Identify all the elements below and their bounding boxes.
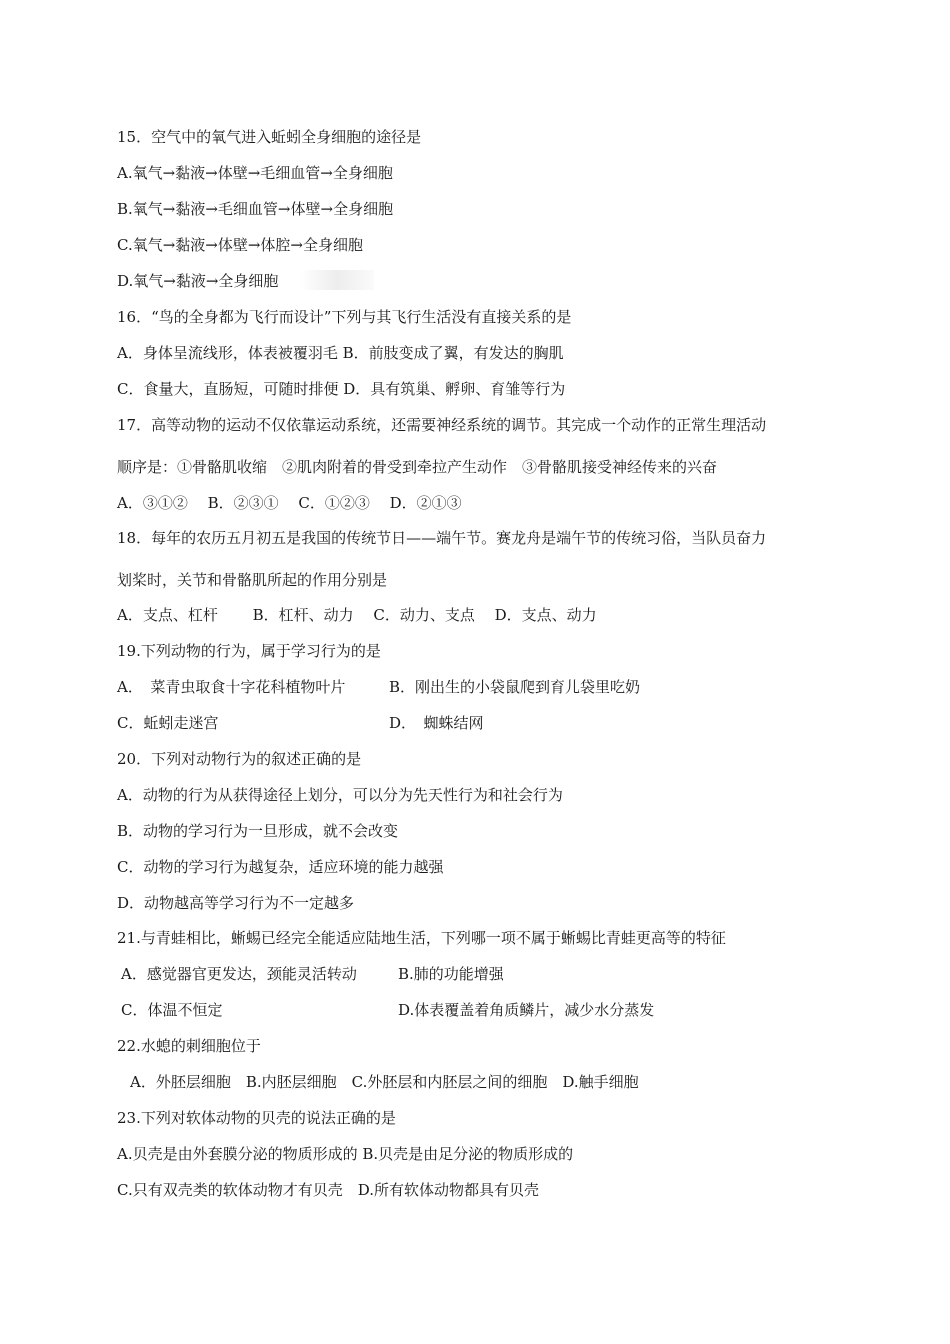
question-20-option-a: A．动物的行为从获得途径上划分，可以分为先天性行为和社会行为 <box>117 786 563 804</box>
question-18-stem-line-2: 划桨时，关节和骨骼肌所起的作用分别是 <box>117 571 388 589</box>
question-21-option-a: A．感觉器官更发达，颈能灵活转动 <box>121 965 357 983</box>
question-21-option-c: C．体温不恒定 <box>121 1001 223 1019</box>
question-19-stem: 19.下列动物的行为，属于学习行为的是 <box>117 642 381 660</box>
question-17-stem-line-1: 17．高等动物的运动不仅依靠运动系统，还需要神经系统的调节。其完成一个动作的正常生理活动 <box>117 416 767 434</box>
question-16-stem: 16．“鸟的全身都为飞行而设计”下列与其飞行生活没有直接关系的是 <box>117 308 572 326</box>
question-21-option-b: B.肺的功能增强 <box>398 965 504 983</box>
question-21-option-d: D.体表覆盖着角质鳞片，减少水分蒸发 <box>398 1001 655 1019</box>
question-17-options: A．③①② B．②③① C．①②③ D．②①③ <box>117 494 462 512</box>
question-20-option-d: D．动物越高等学习行为不一定越多 <box>117 894 355 912</box>
question-18-stem-line-1: 18．每年的农历五月初五是我国的传统节日——端午节。赛龙舟是端午节的传统习俗，当队员奋力 <box>117 529 767 547</box>
question-17-stem-line-2: 顺序是：①骨骼肌收缩 ②肌肉附着的骨受到牵拉产生动作 ③骨骼肌接受神经传来的兴奋 <box>117 458 718 476</box>
question-23-stem: 23.下列对软体动物的贝壳的说法正确的是 <box>117 1109 396 1127</box>
question-16-options-ab: A．身体呈流线形，体表被覆羽毛 B．前肢变成了翼，有发达的胸肌 <box>117 344 564 362</box>
question-19-option-c: C．蚯蚓走迷宫 <box>117 714 219 732</box>
question-18-options: A．支点、杠杆 B．杠杆、动力 C．动力、支点 D．支点、动力 <box>117 606 597 624</box>
question-15-stem: 15．空气中的氧气进入蚯蚓全身细胞的途径是 <box>117 128 422 146</box>
question-15-option-a: A.氧气→黏液→体壁→毛细血管→全身细胞 <box>117 164 393 182</box>
question-22-stem: 22.水螅的刺细胞位于 <box>117 1037 261 1055</box>
question-22-options: A．外胚层细胞 B.内胚层细胞 C.外胚层和内胚层之间的细胞 D.触手细胞 <box>130 1073 639 1091</box>
question-20-option-b: B．动物的学习行为一旦形成，就不会改变 <box>117 822 399 840</box>
question-19-option-b: B．刚出生的小袋鼠爬到育儿袋里吃奶 <box>389 678 641 696</box>
question-15-option-b: B.氧气→黏液→毛细血管→体壁→全身细胞 <box>117 200 394 218</box>
question-23-options-ab: A.贝壳是由外套膜分泌的物质形成的 B.贝壳是由足分泌的物质形成的 <box>117 1145 574 1163</box>
question-23-options-cd: C.只有双壳类的软体动物才有贝壳 D.所有软体动物都具有贝壳 <box>117 1181 539 1199</box>
question-20-stem: 20．下列对动物行为的叙述正确的是 <box>117 750 362 768</box>
question-21-stem: 21.与青蛙相比，蜥蜴已经完全能适应陆地生活，下列哪一项不属于蜥蜴比青蛙更高等的特征 <box>117 929 726 947</box>
question-15-option-c: C.氧气→黏液→体壁→体腔→全身细胞 <box>117 236 363 254</box>
question-16-options-cd: C．食量大，直肠短，可随时排便 D．具有筑巢、孵卵、育雏等行为 <box>117 380 566 398</box>
question-19-option-a: A． 菜青虫取食十字花科植物叶片 <box>117 678 346 696</box>
question-19-option-d: D． 蜘蛛结网 <box>389 714 484 732</box>
question-15-option-d: D.氧气→黏液→全身细胞 <box>117 272 279 290</box>
question-20-option-c: C．动物的学习行为越复杂，适应环境的能力越强 <box>117 858 444 876</box>
scan-smudge <box>300 270 374 290</box>
